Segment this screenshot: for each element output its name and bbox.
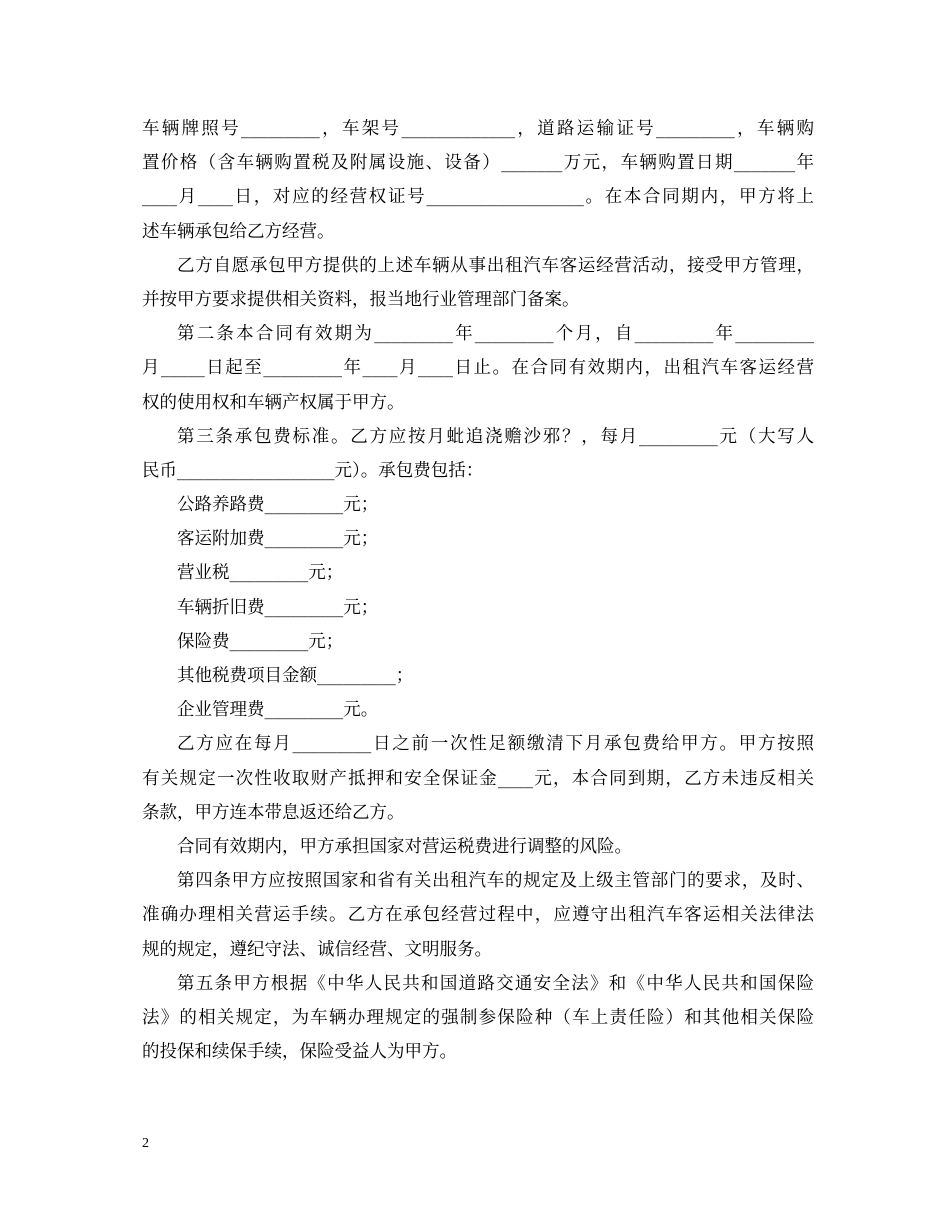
page-number: 2 [142,1136,149,1151]
text-line: 规的规定，遵纪守法、诚信经营、文明服务。 [142,939,492,960]
text-line: 置价格（含车辆购置税及附属设施、设备）_______万元，车辆购置日期_______年 [142,153,814,174]
contract-body [142,112,814,1069]
text-line: 公路养路费_________元； [177,495,379,516]
text-line: 第三条承包费标准。乙方应按月蚍追浇赡沙邪？，每月_________元（大写人 [177,426,814,447]
text-line: ____月____日，对应的经营权证号__________________。在本合同期内，甲方将上 [142,187,814,208]
text-line: 乙方应在每月_________日之前一次性足额缴清下月承包费给甲方。甲方按照 [177,734,814,755]
text-line: 并按甲方要求提供相关资料，报当地行业管理部门备案。 [142,289,580,310]
text-line: 乙方自愿承包甲方提供的上述车辆从事出租汽车客运经营活动，接受甲方管理， [177,255,814,276]
text-line: 民币__________________元）。承包费包括： [142,460,484,481]
text-line: 营业税_________元； [177,563,344,584]
text-line: 其他税费项目金额_________； [177,666,414,686]
text-line: 车辆折旧费_________元； [177,597,379,618]
text-line: 述车辆承包给乙方经营。 [142,221,335,242]
text-line: 第二条本合同有效期为_________年_________个月，自_________年_________ [177,324,814,345]
text-line: 企业管理费_________元。 [177,700,379,721]
text-line: 有关规定一次性收取财产抵押和安全保证金____元，本合同到期，乙方未违反相关 [142,768,814,789]
text-line: 权的使用权和车辆产权属于甲方。 [142,392,405,413]
text-line: 第五条甲方根据《中华人民共和国道路交通安全法》和《中华人民共和国保险 [177,973,814,994]
text-line: 车辆牌照号_________，车架号_____________，道路运输证号_________，车辆购 [142,119,814,139]
text-line: 的投保和续保手续，保险受益人为甲方。 [142,1042,457,1063]
text-line: 法》的相关规定，为车辆办理规定的强制参保险种（车上责任险）和其他相关保险 [142,1007,814,1028]
text-line: 保险费_________元； [177,631,344,652]
text-line: 第四条甲方应按照国家和省有关出租汽车的规定及上级主管部门的要求，及时、 [177,871,814,892]
text-line: 客运附加费_________元； [177,529,379,550]
text-line: 准确办理相关营运手续。乙方在承包经营过程中，应遵守出租汽车客运相关法律法 [142,905,814,926]
text-line: 条款，甲方连本带息返还给乙方。 [142,802,405,823]
text-line: 月_____日起至_________年____月____日止。在合同有效期内，出租汽车客运经营 [142,358,814,379]
text-line: 合同有效期内，甲方承担国家对营运税费进行调整的风险。 [177,836,632,857]
